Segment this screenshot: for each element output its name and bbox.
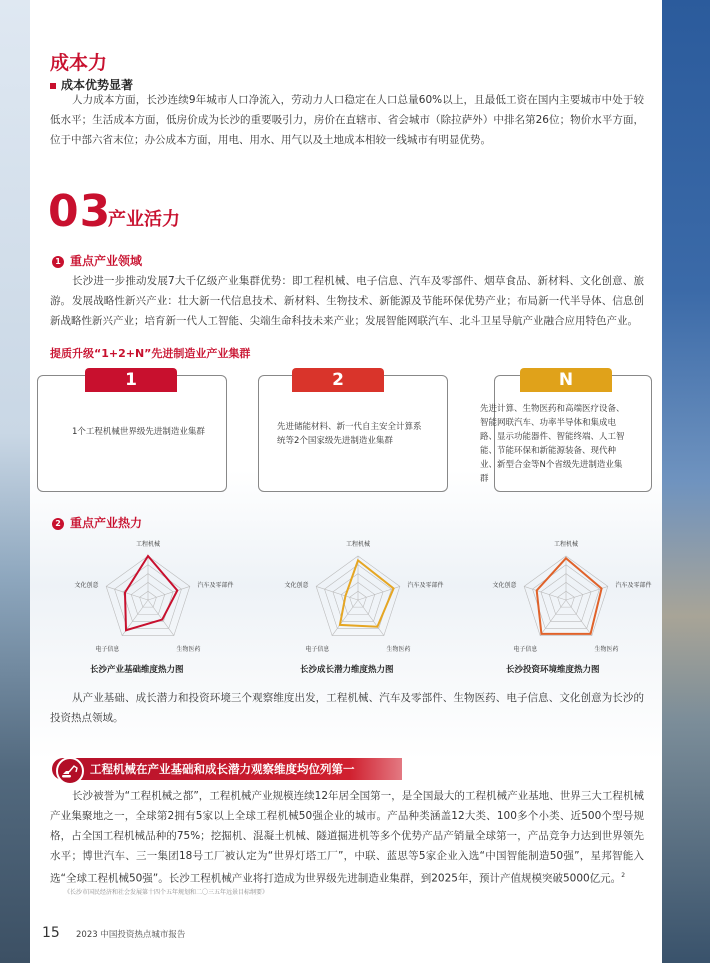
page-number: 15 (42, 925, 60, 941)
report-page (30, 0, 662, 963)
radar-axis-label: 汽车及零部件 (197, 581, 234, 589)
radar-axis-label: 汽车及零部件 (615, 581, 652, 589)
footer-label: 2023 中国投资热点城市报告 (76, 930, 186, 940)
radar-axis-label: 工程机械 (345, 541, 371, 548)
highlight-banner-text: 工程机械在产业基础和成长潜力观察维度均位列第一 (90, 762, 355, 776)
industry-field-para2: 发展战略性新兴产业：壮大新一代信息技术、新材料、生物技术、新能源及节能环保优势产业；布局新一代半导体、信息创新战略性新兴产业；培育新一代人工智能、尖端生命科技未来产业；发展智能网联汽车、北斗卫星导航产业融合应用特色产业。 (50, 295, 644, 327)
machinery-paragraph (50, 786, 644, 889)
radar-axis-label: 文化创意 (284, 581, 309, 589)
radar-axis-label: 电子信息 (305, 646, 330, 654)
radar-axis-label: 汽车及零部件 (407, 581, 444, 589)
section-number: 03 (48, 186, 112, 237)
radar-axis-label: 生物医药 (176, 646, 201, 654)
heat-heading-text: 重点产业热力 (70, 516, 143, 530)
footnote-mark: 2 (621, 872, 626, 879)
radar-caption-3: 长沙投资环境维度热力图 (506, 665, 600, 675)
industry-field-heading (52, 252, 142, 269)
cost-paragraph: 人力成本方面，长沙连续9年城市人口净流入，劳动力人口稳定在人口总量60%以上，且最低工资在国内主要城市中处于较低水平；生活成本方面，低房价成为长沙的重要吸引力，房价在直辖市、省会城市（除拉萨外）中排名第26位；物价水平方面，位于中部六省末位；办公成本方面，用电、用水、用气以及土地成本相较一线城市有明显优势。 (50, 94, 644, 146)
machinery-paragraph-text: 长沙被誉为“工程机械之都”，工程机械产业规模连续12年居全国第一，是全国最大的工程机械产业基地、世界三大工程机械产业集聚地之一，全球第2拥有5家以上全球工程机械50强企业的城市。产品种类涵盖12大类、100多个小类、近500个型号规格，占全国工程机械品种的75%；挖掘机、混凝土机械、隧道掘进机等多个优势产品产销量全球第一，产品竞争力达到世界领先水平；博世汽车、三一集团18号工厂被认定为“世界灯塔工厂”，中联、蓝思等5家企业入选“中国智能制造50强”，星邦智能入选“全球工程机械50强”。长沙工程机械产业将打造成为世界级先进制造业集群，到2025年，预计产值规模突破5000亿元。 (50, 790, 644, 885)
radar-axis-label: 工程机械 (553, 541, 579, 548)
radar-charts (30, 535, 662, 660)
radar-series-3 (537, 558, 602, 634)
cluster-title: 提质升级“1+2+N”先进制造业产业集群 (50, 347, 251, 360)
footnote: 《长沙市国民经济和社会发展第十四个五年规划和二〇三五年远景目标纲要》 (64, 889, 269, 896)
section-title: 产业活力 (108, 209, 180, 230)
radar-axis-label: 工程机械 (135, 541, 161, 548)
radar-axis-label: 生物医药 (594, 646, 619, 654)
index-badge: 2 (52, 518, 64, 530)
industry-field-para1: 长沙进一步推动发展7大千亿级产业集群优势：即工程机械、电子信息、汽车及零部件、烟草食品、新材料、文化创意、旅游。 (50, 275, 644, 307)
cluster-text-3: 先进计算、生物医药和高端医疗设备、智能网联汽车、功率半导体和集成电路、显示功能器件、智能终端、人工智能、节能环保和新能源装备、现代种业、新型合金等N个省级先进制造业集群 (480, 404, 625, 484)
radar-axis-label: 电子信息 (95, 646, 120, 654)
radar-caption-2: 长沙成长潜力维度热力图 (300, 665, 394, 675)
cluster-tab-1: 1 (85, 368, 177, 392)
cluster-text-2: 先进储能材料、新一代自主安全计算系统等2个国家级先进制造业集群 (277, 422, 422, 446)
industry-field-heading-text: 重点产业领域 (70, 254, 143, 268)
background-photo-left (0, 0, 30, 963)
cluster-tab-3: N (520, 368, 612, 392)
radar-axis-label: 电子信息 (513, 646, 538, 654)
radar-axis-label: 文化创意 (74, 581, 99, 589)
heat-heading (52, 514, 142, 531)
heat-summary: 从产业基础、成长潜力和投资环境三个观察维度出发，工程机械、汽车及零部件、生物医药、电子信息、文化创意为长沙的投资热点领域。 (50, 692, 644, 724)
radar-axis-label: 生物医药 (386, 646, 411, 654)
index-badge: 1 (52, 256, 64, 268)
radar-series-2 (340, 560, 394, 626)
background-photo-right (662, 0, 710, 963)
excavator-icon (56, 757, 84, 785)
cluster-text-1: 1个工程机械世界级先进制造业集群 (72, 427, 205, 437)
cost-subheading: 成本优势显著 (50, 76, 133, 93)
radar-axis-label: 文化创意 (492, 581, 517, 589)
radar-caption-1: 长沙产业基础维度热力图 (90, 665, 184, 675)
cost-heading: 成本力 (50, 52, 108, 74)
cluster-tab-2: 2 (292, 368, 384, 392)
